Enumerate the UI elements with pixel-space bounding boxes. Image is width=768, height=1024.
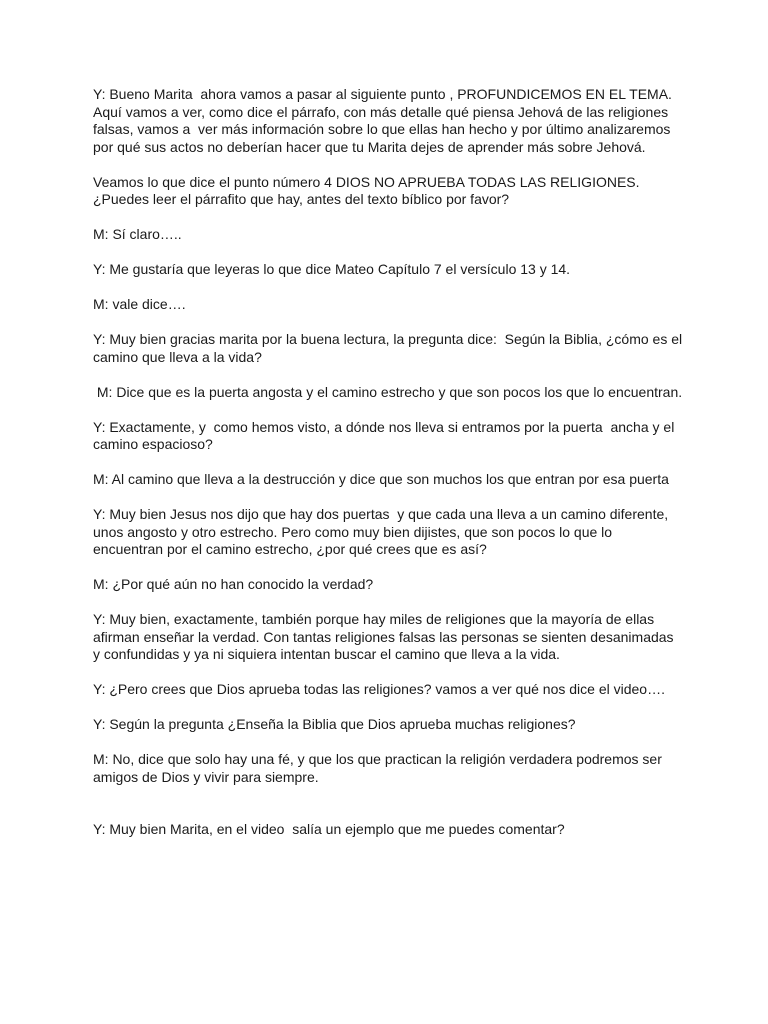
paragraph-mateo: Y: Me gustaría que leyeras lo que dice Mateo Capítulo 7 el versículo 13 y 14.	[93, 261, 571, 277]
document-body	[93, 86, 686, 856]
paragraph-puerta-ancha: Y: Exactamente, y como hemos visto, a dónde nos lleva si entramos por la puerta ancha y el camino espacioso?	[93, 418, 679, 452]
paragraph-miles-religiones: Y: Muy bien, exactamente, también porque hay miles de religiones que la mayoría de ellas afirman enseñar la verdad. Con tantas religiones falsas las personas se sienten desanimadas y confundidas y ya ni siquiera intentan buscar el camino que lleva a la vida.	[93, 611, 678, 662]
paragraph-ejemplo: Y: Muy bien Marita, en el video salía un ejemplo que me puedes comentar?	[93, 821, 565, 837]
paragraph-m-si-claro: M: Sí claro…..	[93, 226, 182, 242]
paragraph-video: Y: ¿Pero crees que Dios aprueba todas las religiones? vamos a ver qué nos dice el video….	[93, 681, 665, 697]
paragraph-m-vale: M: vale dice….	[93, 296, 186, 312]
paragraph-puerta-angosta: M: Dice que es la puerta angosta y el camino estrecho y que son pocos los que lo encuentran.	[93, 383, 683, 400]
paragraph-destruccion: M: Al camino que lleva a la destrucción y dice que son muchos los que entran por esa puerta	[93, 471, 669, 487]
paragraph-point-4: Veamos lo que dice el punto número 4 DIOS NO APRUEBA TODAS LAS RELIGIONES. ¿Puedes leer el párrafito que hay, antes del texto bíblico por favor?	[93, 173, 644, 207]
paragraph-verdad: M: ¿Por qué aún no han conocido la verdad?	[93, 576, 374, 592]
paragraph-una-fe: M: No, dice que solo hay una fé, y que los que practican la religión verdadera podremos ser amigos de Dios y vivir para siempre.	[93, 751, 666, 785]
paragraph-pregunta-biblia: Y: Según la pregunta ¿Enseña la Biblia que Dios aprueba muchas religiones?	[93, 716, 576, 732]
paragraph-camino-vida: Y: Muy bien gracias marita por la buena lectura, la pregunta dice: Según la Biblia, ¿cómo es el camino que lleva a la vida?	[93, 331, 686, 365]
paragraph-explanation: Aquí vamos a ver, como dice el párrafo, con más detalle qué piensa Jehová de las religiones falsas, vamos a ver más información sobre lo que ellas han hecho y por último analizaremos por qué sus actos no deberían hacer que tu Marita dejes de aprender más sobre Jehová.	[93, 103, 675, 155]
paragraph-intro: Y: Bueno Marita ahora vamos a pasar al siguiente punto , PROFUNDICEMOS EN EL TEMA.	[93, 86, 672, 102]
paragraph-dos-puertas: Y: Muy bien Jesus nos dijo que hay dos puertas y que cada una lleva a un camino diferente, unos angosto y otro estrecho. Pero como muy bien dijistes, que son pocos lo que lo encuentran por el camino estrecho, ¿por qué crees que es así?	[93, 506, 673, 557]
